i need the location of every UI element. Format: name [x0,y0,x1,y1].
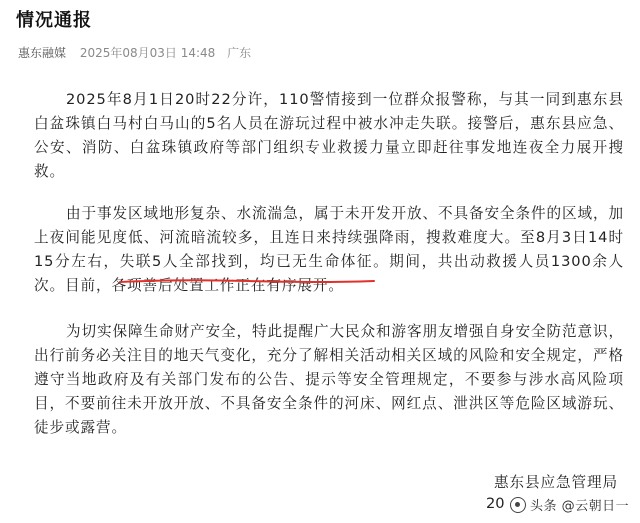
paragraph-2-text-after: 。期间，共出动救援人员1300余人次。目前，各项善后处置工作正在有序展开。 [34,253,624,294]
paragraph-2 [34,202,624,298]
toutiao-logo-icon [510,497,526,513]
paragraph-3-text: 为切实保障生命财产安全，特此提醒广大民众和游客朋友增强自身安全防范意识，出行前务必关注目的地天气变化，充分了解相关活动相关区域的风险和安全规定，严格遵守当地政府及有关部门发布的公告、提示等安全管理规定，不要参与涉水高风险项目，不要前往未开放开放、不具备安全条件的河床、网红点、泄洪区等危险区域游玩、徒步或露营。 [34,323,624,436]
watermark-text: 头条 @云朝日一 [530,499,630,514]
paragraph-1 [34,88,624,184]
paragraph-1-text: 2025年8月1日20时22分许，110警情接到一位群众报警称，与其一同到惠东县白盆珠镇白马村白马山的5名人员在游玩过程中被水冲走失联。接警后，惠东县应急、公安、消防、白盆珠镇政府等部门组织专业救援力量立即赶往事发地连夜全力展开搜救。 [34,91,624,180]
highlighted-sentence: 失联5人全部找到，均已无生命体征 [119,253,374,270]
paragraph-3 [34,320,624,440]
signature-date: 20 [486,495,505,512]
article-meta [18,44,251,61]
watermark [508,495,629,514]
page-title: 情况通报 [16,10,92,31]
publish-location: 广东 [227,46,252,60]
paragraph-2-text-before: 由于事发区域地形复杂、水流湍急，属于未开发开放、不具备安全条件的区域，加上夜间能见度低、河流暗流较多，且连日来持续强降雨，搜救难度大。至8月3日14时15分左右， [34,205,624,270]
publish-datetime: 2025年08月03日 14:48 [79,46,216,60]
source-name[interactable]: 惠东融媒 [18,46,67,60]
signature-org: 惠东县应急管理局 [494,474,618,491]
